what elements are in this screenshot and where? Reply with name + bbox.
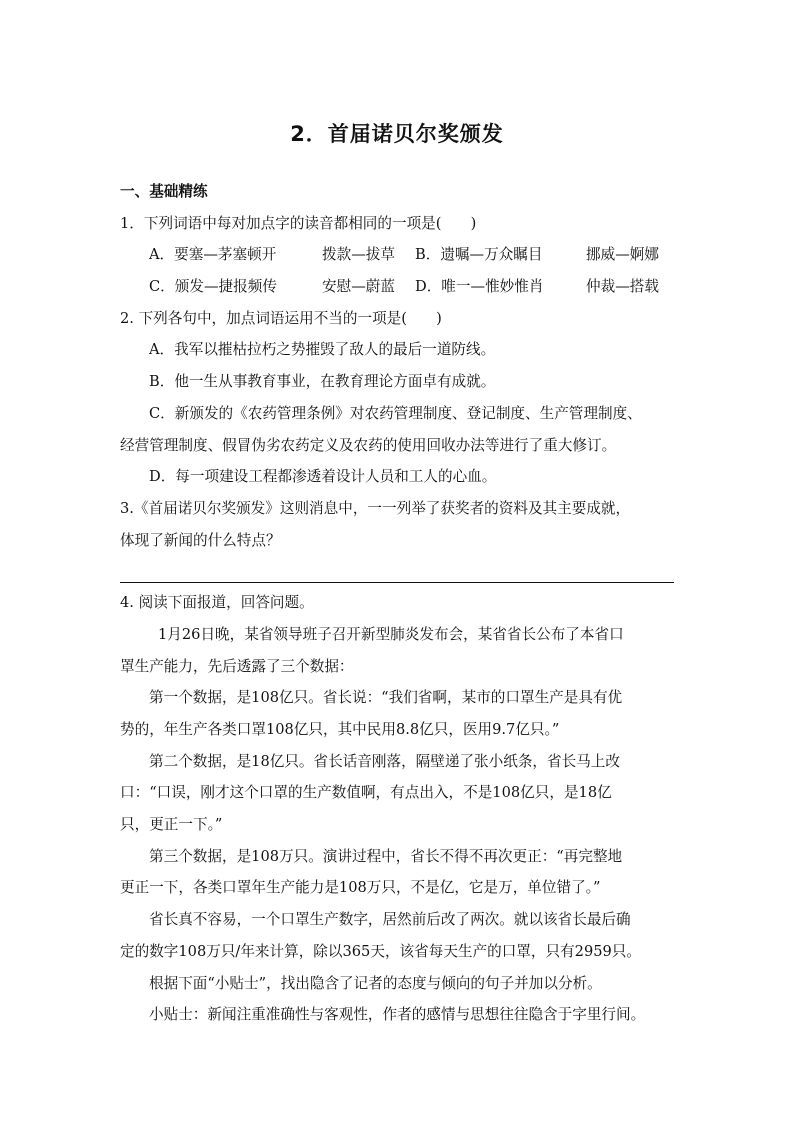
option-c-part2: 安慰—蔚蓝: [322, 278, 395, 296]
question-1-options-row-1: [120, 239, 680, 271]
article-paragraph-3-cont: 口：“口误，刚才这个口罩的生产数值啊，有点出入，不是108亿只，是18亿: [120, 784, 612, 802]
article-paragraph-5-cont: 定的数字108万只/年来计算，除以365天，该省每天生产的口罩，只有2959只。: [120, 942, 641, 960]
article-paragraph-4-cont: 更正一下，各类口罩年生产能力是108万只，不是亿，它是万，单位错了。”: [120, 879, 601, 897]
option-b-part2: 挪威—婀娜: [586, 246, 659, 264]
option-a-part1: A．要塞—茅塞顿开: [149, 246, 277, 264]
question-1-stem: 1．下列词语中每对加点字的读音都相同的一项是( ): [120, 214, 477, 232]
document-body: [120, 176, 680, 1031]
question-2-stem: 2. 下列各句中，加点词语运用不当的一项是( ): [120, 309, 442, 327]
article-paragraph-2: 第一个数据，是108亿只。省长说：“我们省啊，某市的口罩生产是具有优: [149, 689, 623, 707]
option-a-part2: 拨款—拔草: [322, 246, 395, 264]
page-title: 2．首届诺贝尔奖颁发: [290, 122, 504, 146]
question-4-instruction: 根据下面“小贴士”，找出隐含了记者的态度与倾向的句子并加以分析。: [149, 974, 602, 992]
answer-line: [120, 582, 674, 583]
question-2-option-d: D．每一项建设工程都渗透着设计人员和工人的心血。: [149, 468, 497, 486]
article-paragraph-4: 第三个数据，是108万只。演讲过程中，省长不得不再次更正：“再完整地: [149, 847, 623, 865]
article-paragraph-3: 第二个数据，是18亿只。省长话音刚落，隔壁递了张小纸条，省长马上改: [149, 752, 620, 770]
article-paragraph-5: 省长真不容易，一个口罩生产数字，居然前后改了两次。就以该省长最后确: [149, 911, 631, 929]
question-3-line-2: 体现了新闻的什么特点？: [120, 531, 281, 549]
question-4-stem: 4. 阅读下面报道，回答问题。: [120, 594, 314, 612]
question-2-option-a: A．我军以摧枯拉朽之势摧毁了敌人的最后一道防线。: [149, 341, 496, 359]
article-paragraph-1-cont: 罩生产能力，先后透露了三个数据：: [120, 657, 354, 675]
question-2-option-c: C．新颁发的《农药管理条例》对农药管理制度、登记制度、生产管理制度、: [149, 404, 642, 422]
option-d-part1: D．唯一—惟妙惟肖: [415, 278, 544, 296]
question-1-options-row-2: [120, 271, 680, 303]
question-2-option-c-cont: 经营管理制度、假冒伪劣农药定义及农药的使用回收办法等进行了重大修订。: [120, 436, 617, 454]
question-2-option-b: B．他一生从事教育事业，在教育理论方面卓有成就。: [149, 373, 496, 391]
option-c-part1: C．颁发—捷报频传: [149, 278, 277, 296]
article-paragraph-1: 1月26日晚，某省领导班子召开新型肺炎发布会，某省省长公布了本省口: [158, 625, 624, 643]
option-d-part2: 仲裁—搭载: [586, 278, 659, 296]
question-3-line-1: 3.《首届诺贝尔奖颁发》这则消息中，一一列举了获奖者的资料及其主要成就，: [120, 499, 631, 517]
section-heading: 一、基础精练: [120, 183, 208, 200]
article-paragraph-2-cont: 势的，年生产各类口罩108亿只，其中民用8.8亿只，医用9.7亿只。”: [120, 721, 560, 738]
tips-note: 小贴士：新闻注重准确性与客观性，作者的感情与思想往往隐含于字里行间。: [149, 1006, 646, 1024]
article-paragraph-3-end: 只，更正一下。”: [120, 816, 223, 834]
option-b-part1: B．遗嘱—万众瞩目: [415, 246, 543, 264]
